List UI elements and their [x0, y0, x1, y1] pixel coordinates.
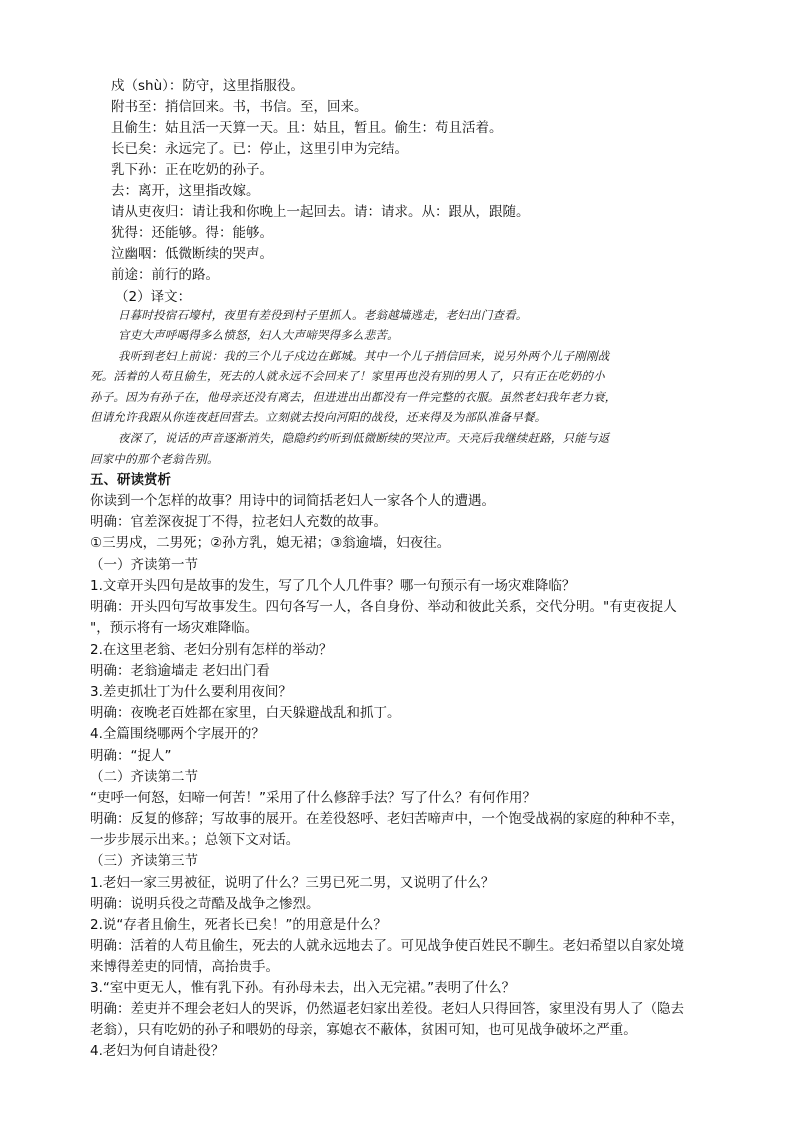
glossary-item: 泣幽咽：低微断续的哭声。: [111, 246, 273, 262]
question: 3.差吏抓壮丁为什么要利用夜间？: [90, 684, 292, 700]
question: 2.说“存者且偷生，死者长已矣！”的用意是什么？: [90, 917, 387, 933]
translation-line: 回家中的那个老翁告别。: [90, 452, 219, 466]
translation-line: 日暮时投宿石壕村，夜里有差役到村子里抓人。老翁越墙逃走，老妇出门查看。: [118, 308, 528, 322]
glossary-item: 长已矣：永远完了。已：停止，这里引申为完结。: [111, 141, 408, 157]
answer: 明确：反复的修辞；写故事的展开。在差役怒呼、老妇苦啼声中，一个饱受战祸的家庭的种种不幸，: [90, 811, 684, 827]
question: 1.老妇一家三男被征，说明了什么？三男已死二男，又说明了什么？: [90, 875, 495, 891]
question: 1.文章开头四句是故事的发生，写了几个人几件事？哪一句预示有一场灾难降临？: [90, 578, 576, 594]
translation-line: 我听到老妇上前说：我的三个儿子戍边在邺城。其中一个儿子捎信回来，说另外两个儿子刚刚战: [118, 349, 610, 363]
answer: 明确：说明兵役之苛酷及战争之惨烈。: [90, 896, 320, 912]
answer: 明确：差吏并不理会老妇人的哭诉，仍然逼老妇家出差役。老妇人只得回答，家里没有男人了（隐去: [90, 1001, 684, 1017]
translation-line: 孙子。因为有孙子在，他母亲还没有离去，但进进出出都没有一件完整的衣服。虽然老妇我年老力衰，: [90, 390, 617, 404]
answer: 明确：活着的人苟且偷生，死去的人就永远地去了。可见战争使百姓民不聊生。老妇希望以自家处境: [90, 938, 684, 954]
glossary-item: 且偷生：姑且活一天算一天。且：姑且，暂且。偷生：苟且活着。: [111, 120, 503, 136]
answer: 明确：老翁逾墙走 老妇出门看: [90, 663, 270, 679]
question: 2.在这里老翁、老妇分别有怎样的举动？: [90, 642, 333, 658]
answer: 一步步展示出来。；总领下文对话。: [90, 832, 300, 848]
translation-heading: （2）译文：: [115, 289, 192, 305]
section-heading: 五、研读赏析: [90, 472, 171, 488]
answer: 明确：夜晚老百姓都在家里，白天躲避战乱和抓丁。: [90, 705, 401, 721]
translation-line: 死。活着的人苟且偷生，死去的人就永远不会回来了！家里再也没有别的男人了，只有正在吃奶的小: [90, 369, 605, 383]
question: 3.“室中更无人，惟有乳下孙。有孙母未去，出入无完裙。”表明了什么？: [90, 980, 516, 996]
glossary-item: 去：离开，这里指改嫁。: [111, 183, 260, 199]
glossary-item: 附书至：捎信回来。书，书信。至，回来。: [111, 99, 368, 115]
subsection-heading: （一）齐读第一节: [90, 557, 198, 573]
answer: 明确：“捉人”: [90, 748, 172, 764]
answer: "，预示将有一场灾难降临。: [90, 620, 259, 636]
translation-line: 夜深了，说话的声音逐渐消失，隐隐约约听到低微断续的哭泣声。天亮后我继续赶路，只能与返: [118, 431, 610, 445]
translation-line: 但请允许我跟从你连夜赶回营去。立刻就去投向河阳的战役，还来得及为部队准备早餐。: [90, 410, 547, 424]
subsection-heading: （二）齐读第二节: [90, 769, 198, 785]
glossary-item: 乳下孙：正在吃奶的孙子。: [111, 162, 273, 178]
body-line: 你读到一个怎样的故事？用诗中的词简括老妇人一家各个人的遭遇。: [90, 493, 495, 509]
answer: 明确：开头四句写故事发生。四句各写一人，各自身份、举动和彼此关系，交代分明。"有吏夜捉人: [90, 599, 677, 615]
glossary-item: 请从吏夜归：请让我和你晚上一起回去。请：请求。从：跟从，跟随。: [111, 204, 530, 220]
body-line: 明确：官差深夜捉丁不得，拉老妇人充数的故事。: [90, 514, 387, 530]
glossary-item: 前途：前行的路。: [111, 267, 219, 283]
glossary-item: 犹得：还能够。得：能够。: [111, 225, 273, 241]
glossary-item: 戍（shù）：防守，这里指服役。: [111, 78, 304, 94]
answer: 老翁），只有吃奶的孙子和喂奶的母亲，寡媳衣不蔽体，贫困可知，也可见战争破坏之严重。: [90, 1022, 637, 1038]
question: 4.老妇为何自请赴役？: [90, 1043, 225, 1059]
question: “吏呼一何怒，妇啼一何苦！”采用了什么修辞手法？写了什么？有何作用？: [90, 790, 536, 806]
translation-line: 官吏大声呼喝得多么愤怒，妇人大声啼哭得多么悲苦。: [118, 328, 399, 342]
answer: 来博得差吏的同情，高抬贵手。: [90, 959, 279, 975]
question: 4.全篇围绕哪两个字展开的？: [90, 726, 265, 742]
body-line: ①三男戍，二男死；②孙方乳，媳无裙；③翁逾墙，妇夜往。: [90, 535, 451, 551]
subsection-heading: （三）齐读第三节: [90, 853, 198, 869]
